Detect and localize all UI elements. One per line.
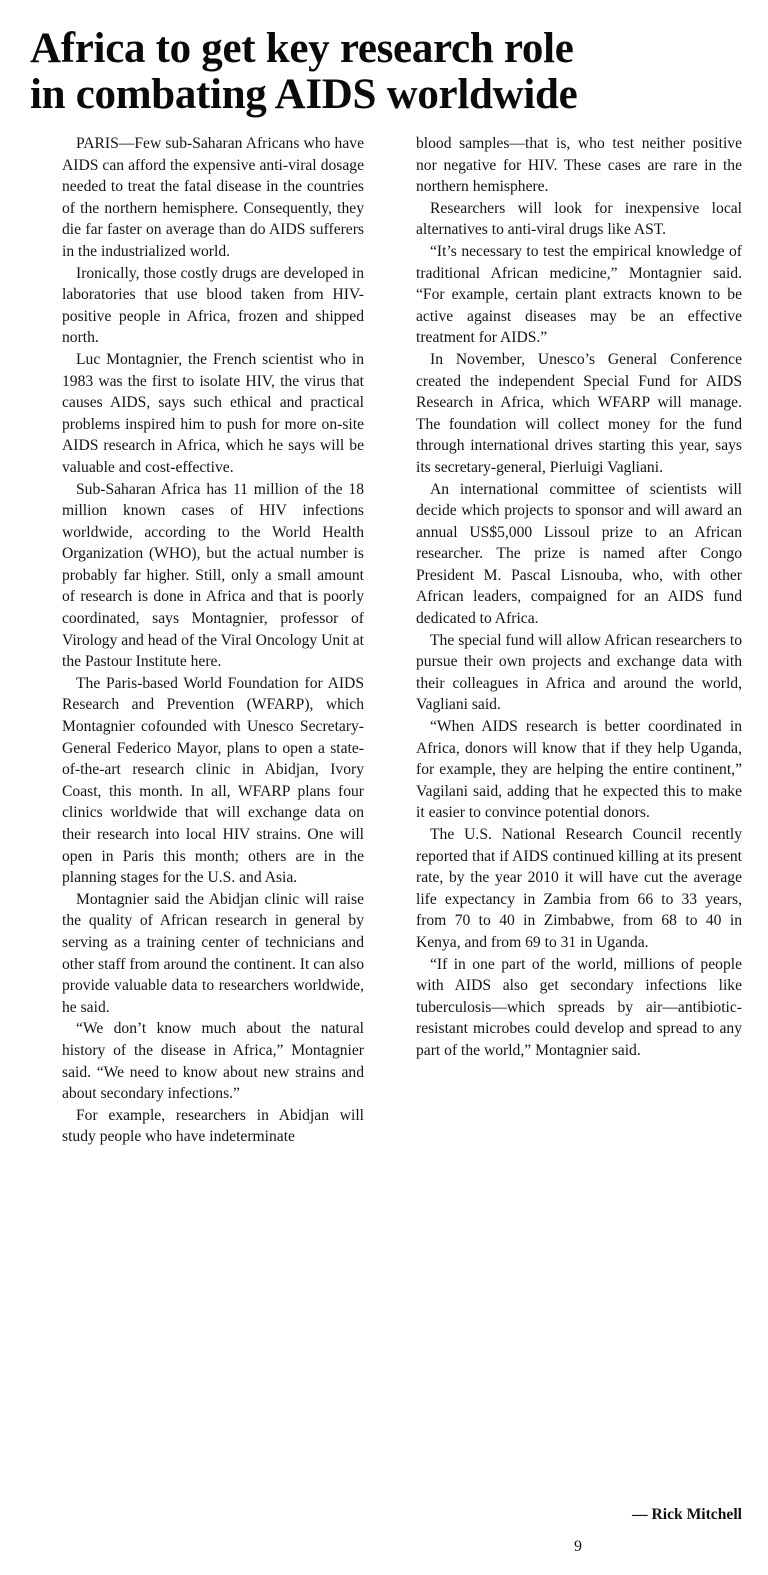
paragraph: Luc Montagnier, the French scientist who in 1983 was the first to isolate HIV, the virus that causes AIDS, says such ethical and practical problems inspired him to push for more on-site AIDS research in Africa, which he says will be valuable and cost-effective. (62, 350, 364, 476)
paragraph: “We don’t know much about the natural history of the disease in Africa,” Montagnier said. “We need to know about new strains and about secondary infections.” (62, 1020, 364, 1103)
paragraph: Ironically, those costly drugs are developed in laboratories that use blood taken from HIV-positive people in Africa, frozen and shipped north. (62, 264, 364, 347)
paragraph: PARIS—Few sub-Saharan Africans who have AIDS can afford the expensive anti-viral dosage needed to treat the fatal disease in the countries of the northern hemisphere. Consequently, they die far faster on average than do AIDS sufferers in the industrialized world. (62, 135, 364, 260)
paragraph: “If in one part of the world, millions of people with AIDS also get secondary infections like tuberculosis—which spreads by air—antibiotic-resistant microbes could develop and spread to any part of the world,” Montagnier said. (416, 955, 742, 1059)
paragraph: The special fund will allow African researchers to pursue their own projects and exchange data with their colleagues in Africa and around the world, Vagliani said. (416, 631, 742, 714)
paragraph: Sub-Saharan Africa has 11 million of the 18 million known cases of HIV infections worldwide, according to the World Health Organization (WHO), but the actual number is probably far higher. Still, only a small amount of research is done in Africa and that is poorly coordinated, says Montagnier, professor of Virology and head of the Viral Oncology Unit at the Pastour Institute here. (62, 480, 364, 671)
paragraph: The U.S. National Research Council recently reported that if AIDS continued killing at its present rate, by the year 2010 it will have cut the average life expectancy in Zambia from 66 to 33 years, from 70 to 40 in Zimbabwe, from 68 to 40 in Kenya, and from 69 to 31 in Uganda. (416, 826, 742, 951)
byline: — Rick Mitchell (631, 1506, 742, 1523)
paragraph: blood samples—that is, who test neither positive nor negative for HIV. These cases are rare in the northern hemisphere. (416, 135, 742, 196)
paragraph: “It’s necessary to test the empirical knowledge of traditional African medicine,” Montagnier said. “For example, certain plant extracts known to be active against diseases may be an effective treatment for AIDS.” (416, 242, 742, 347)
paragraph: In November, Unesco’s General Conference created the independent Special Fund for AIDS Research in Africa, which WFARP will manage. The foundation will collect money for the fund through international drives starting this year, says its secretary-general, Pierluigi Vagliani. (416, 350, 742, 476)
page-number: 9 (574, 1538, 582, 1555)
right-column (416, 133, 742, 1062)
left-column (62, 133, 364, 1148)
paragraph: An international committee of scientists will decide which projects to sponsor and will award an annual US$5,000 Lissoul prize to an African researcher. The prize is named after Congo President M. Pascal Lisnouba, who, with other African leaders, compaigned for an AIDS fund dedicated to Africa. (416, 480, 742, 628)
paragraph: Researchers will look for inexpensive local alternatives to anti-viral drugs like AST. (416, 199, 742, 239)
headline-line-2: in combating AIDS worldwide (30, 71, 578, 118)
paragraph: Montagnier said the Abidjan clinic will raise the quality of African research in general by serving as a training center of technicians and other staff from around the continent. It can also provide valuable data to researchers worldwide, he said. (62, 890, 364, 1016)
headline-line-1: Africa to get key research role (30, 25, 574, 72)
article-headline (30, 26, 750, 118)
paragraph: “When AIDS research is better coordinated in Africa, donors will know that if they help Uganda, for example, they are helping the entire continent,” Vagilani said, adding that he expected this to make it easier to convince potential donors. (416, 718, 742, 822)
paragraph: The Paris-based World Foundation for AIDS Research and Prevention (WFARP), which Montagnier cofounded with Unesco Secretary-General Federico Mayor, plans to open a state-of-the-art research clinic in Abidjan, Ivory Coast, this month. In all, WFARP plans four clinics worldwide that will exchange data on their research into local HIV strains. One will open in Paris this month; others are in the planning stages for the U.S. and Asia. (62, 674, 364, 887)
paragraph: For example, researchers in Abidjan will study people who have indeterminate (62, 1106, 364, 1146)
